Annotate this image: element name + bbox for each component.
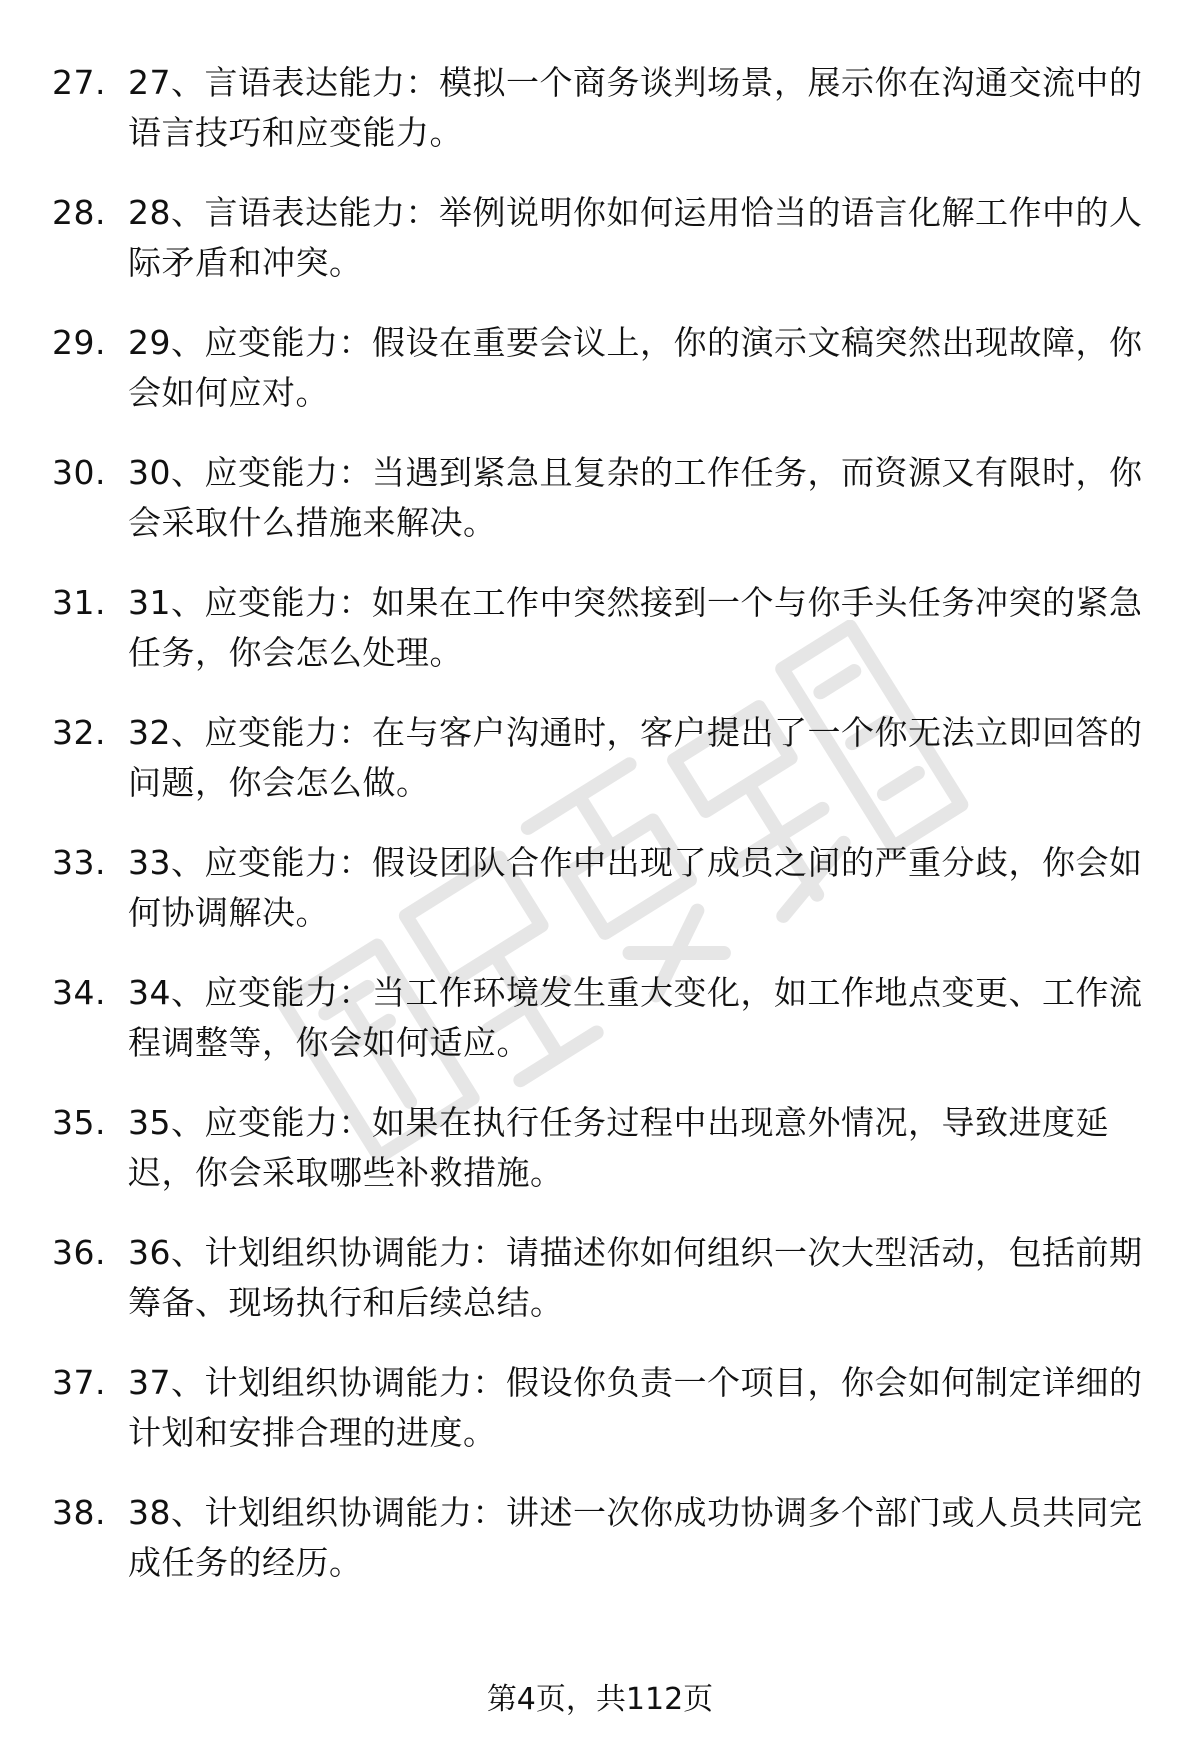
question-number: 38. bbox=[52, 1493, 106, 1532]
question-list bbox=[52, 58, 1152, 1618]
question-number: 32. bbox=[52, 713, 106, 752]
list-item bbox=[52, 1098, 1152, 1198]
list-item bbox=[52, 838, 1152, 938]
question-text: 33、应变能力：假设团队合作中出现了成员之间的严重分歧，你会如何协调解决。 bbox=[128, 843, 1143, 932]
question-text: 34、应变能力：当工作环境发生重大变化，如工作地点变更、工作流程调整等，你会如何适应。 bbox=[128, 973, 1143, 1062]
list-item bbox=[52, 188, 1152, 288]
question-text: 31、应变能力：如果在工作中突然接到一个与你手头任务冲突的紧急任务，你会怎么处理。 bbox=[128, 583, 1143, 672]
question-text: 27、言语表达能力：模拟一个商务谈判场景，展示你在沟通交流中的语言技巧和应变能力。 bbox=[128, 63, 1143, 152]
question-text: 32、应变能力：在与客户沟通时，客户提出了一个你无法立即回答的问题，你会怎么做。 bbox=[128, 713, 1143, 802]
list-item bbox=[52, 1228, 1152, 1328]
question-number: 29. bbox=[52, 323, 106, 362]
list-item bbox=[52, 1488, 1152, 1588]
list-item bbox=[52, 318, 1152, 418]
question-number: 31. bbox=[52, 583, 106, 622]
question-text: 30、应变能力：当遇到紧急且复杂的工作任务，而资源又有限时，你会采取什么措施来解决。 bbox=[128, 453, 1143, 542]
question-text: 38、计划组织协调能力：讲述一次你成功协调多个部门或人员共同完成任务的经历。 bbox=[128, 1493, 1143, 1582]
question-number: 30. bbox=[52, 453, 106, 492]
question-text: 29、应变能力：假设在重要会议上，你的演示文稿突然出现故障，你会如何应对。 bbox=[128, 323, 1143, 412]
list-item bbox=[52, 448, 1152, 548]
list-item bbox=[52, 968, 1152, 1068]
list-item bbox=[52, 58, 1152, 158]
question-text: 35、应变能力：如果在执行任务过程中出现意外情况，导致进度延迟，你会采取哪些补救措施。 bbox=[128, 1103, 1109, 1192]
list-item bbox=[52, 708, 1152, 808]
page-footer bbox=[0, 1680, 1200, 1720]
page-number-label: 第4页，共112页 bbox=[486, 1682, 714, 1717]
question-text: 36、计划组织协调能力：请描述你如何组织一次大型活动，包括前期筹备、现场执行和后续总结。 bbox=[128, 1233, 1143, 1322]
question-number: 36. bbox=[52, 1233, 106, 1272]
question-number: 34. bbox=[52, 973, 106, 1012]
question-number: 33. bbox=[52, 843, 106, 882]
question-number: 27. bbox=[52, 63, 106, 102]
question-text: 37、计划组织协调能力：假设你负责一个项目，你会如何制定详细的计划和安排合理的进度。 bbox=[128, 1363, 1143, 1452]
list-item bbox=[52, 578, 1152, 678]
question-number: 37. bbox=[52, 1363, 106, 1402]
question-number: 28. bbox=[52, 193, 106, 232]
question-number: 35. bbox=[52, 1103, 106, 1142]
list-item bbox=[52, 1358, 1152, 1458]
question-text: 28、言语表达能力：举例说明你如何运用恰当的语言化解工作中的人际矛盾和冲突。 bbox=[128, 193, 1143, 282]
